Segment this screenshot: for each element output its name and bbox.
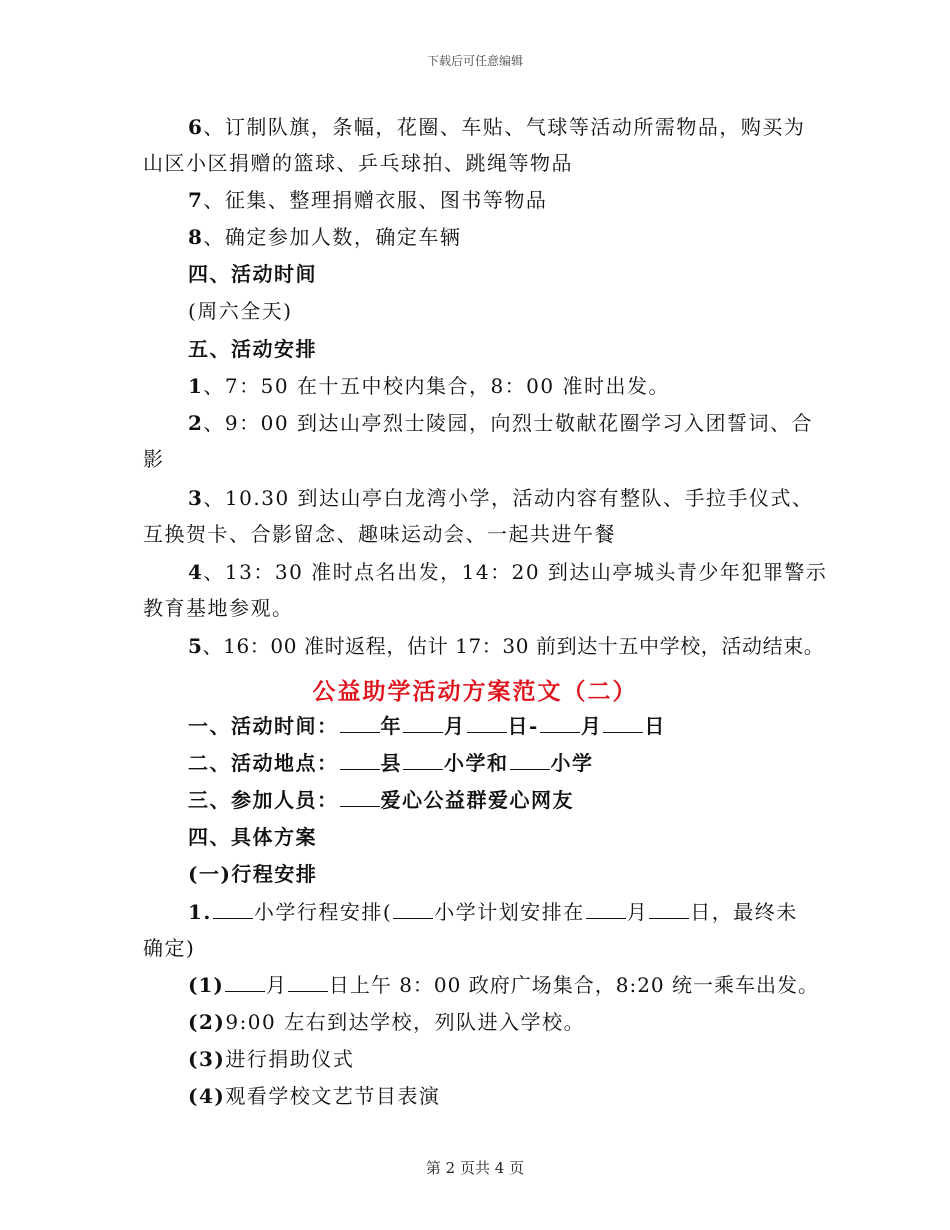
item-number: 2: [188, 411, 204, 435]
heading-itinerary: (一)行程安排: [188, 862, 318, 886]
schedule-item-5: [188, 634, 824, 658]
item-number: (1): [188, 973, 224, 997]
item-text: 、10.30 到达山亭白龙湾小学，活动内容有整队、手拉手仪式、: [203, 486, 814, 510]
heading-activity-time: 四、活动时间: [188, 262, 317, 286]
blank-line: [213, 900, 253, 919]
participants-value: 爱心公益群爱心网友: [380, 788, 574, 812]
field-participants: [188, 788, 574, 812]
schedule-item-1: [188, 374, 670, 398]
heading-activity-schedule: 五、活动安排: [188, 337, 317, 361]
blank-line: [467, 714, 507, 733]
blank-line: [510, 751, 550, 770]
field-activity-time: [188, 714, 666, 738]
item-text: 、13：30 准时点名出发，14：20 到达山亭城头青少年犯罪警示: [203, 560, 828, 584]
unit-month: 月: [444, 714, 466, 738]
item-text: 、征集、整理捐赠衣服、图书等物品: [203, 188, 548, 212]
item-text: 进行捐助仪式: [225, 1047, 355, 1071]
item-number: 1: [188, 374, 204, 398]
item-text: 小学行程安排(: [253, 900, 393, 924]
blank-line: [649, 900, 689, 919]
blank-line: [340, 788, 380, 807]
schedule-item-4-line-1: [188, 560, 827, 584]
blank-line: [340, 714, 380, 733]
itinerary-step-4: [188, 1084, 440, 1108]
schedule-item-2-line-2: 影: [143, 447, 165, 471]
item-number: (3): [188, 1047, 226, 1071]
item-text: 观看学校文艺节目表演: [225, 1084, 441, 1108]
unit-county: 县: [380, 751, 402, 775]
item-number: 5: [188, 634, 203, 658]
blank-line: [403, 714, 443, 733]
itinerary-item-1-line-1: [188, 900, 798, 924]
unit-school: 小学和: [444, 751, 509, 775]
schedule-item-4-line-2: 教育基地参观。: [143, 596, 294, 620]
activity-time-body: (周六全天): [188, 299, 293, 323]
item-text: 、订制队旗，条幅，花圈、车贴、气球等活动所需物品，购买为: [203, 115, 806, 139]
blank-line: [393, 900, 433, 919]
item-number: 4: [188, 560, 204, 584]
schedule-item-2-line-1: [188, 411, 813, 435]
item-text: 日，最终未: [690, 900, 798, 924]
unit-day: 日: [644, 714, 666, 738]
item-number: 6: [188, 115, 204, 139]
item-text: 月: [265, 973, 287, 997]
item-6-line-1: [188, 115, 805, 139]
field-label: 三、参加人员：: [188, 788, 339, 812]
item-text: 9:00 左右到达学校，列队进入学校。: [225, 1010, 586, 1034]
item-number: (2): [188, 1010, 226, 1034]
item-number: (4): [188, 1084, 226, 1108]
blank-line: [603, 714, 643, 733]
schedule-item-3-line-1: [188, 486, 814, 510]
unit-month: 月: [580, 714, 603, 738]
page-footer: 第 2 页共 4 页: [425, 1159, 525, 1177]
item-8: [188, 225, 461, 249]
blank-line: [403, 751, 443, 770]
field-label: 一、活动时间：: [188, 714, 339, 738]
item-text: 、9：00 到达山亭烈士陵园，向烈士敬献花圈学习入团誓词、合: [203, 411, 813, 435]
unit-school: 小学: [550, 751, 594, 775]
item-text: 日上午 8：00 政府广场集合，8:20 统一乘车出发。: [328, 973, 820, 997]
blank-line: [225, 973, 265, 992]
unit-day: 日-: [507, 714, 539, 738]
item-number: 7: [188, 188, 204, 212]
item-text: 月: [626, 900, 649, 924]
itinerary-step-2: [188, 1010, 585, 1034]
blank-line: [340, 751, 380, 770]
item-text: 、16：00 准时返程，估计 17：30 前到达十五中学校，活动结束。: [202, 634, 825, 658]
item-number: 3: [188, 486, 204, 510]
itinerary-step-1: [188, 973, 819, 997]
field-activity-location: [188, 751, 594, 775]
item-text: 、确定参加人数，确定车辆: [203, 225, 462, 249]
schedule-item-3-line-2: 互换贺卡、合影留念、趣味运动会、一起共进午餐: [143, 522, 616, 546]
item-number: 1.: [188, 900, 212, 924]
item-text: 、7：50 在十五中校内集合，8：00 准时出发。: [203, 374, 670, 398]
unit-year: 年: [380, 714, 402, 738]
item-6-line-2: 山区小区捐赠的篮球、乒乓球拍、跳绳等物品: [143, 151, 573, 175]
section-title: 公益助学活动方案范文（二）: [312, 678, 638, 705]
blank-line: [288, 973, 328, 992]
item-text: 小学计划安排在: [434, 900, 585, 924]
page-header: 下载后可任意编辑: [426, 54, 523, 68]
blank-line: [540, 714, 580, 733]
item-number: 8: [188, 225, 204, 249]
field-label: 二、活动地点：: [188, 751, 339, 775]
blank-line: [586, 900, 626, 919]
itinerary-step-3: [188, 1047, 354, 1071]
itinerary-item-1-line-2: 确定): [143, 936, 196, 960]
item-7: [188, 188, 547, 212]
heading-specific-plan: 四、具体方案: [188, 825, 317, 849]
